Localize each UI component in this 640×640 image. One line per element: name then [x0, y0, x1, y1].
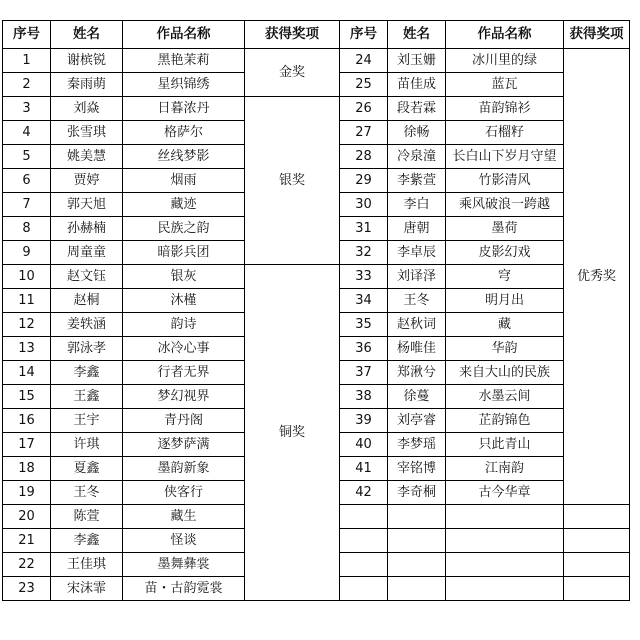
- award-cell: 银奖: [245, 97, 340, 265]
- entry-name: 刘亭睿: [388, 409, 446, 433]
- entry-name: 李奇桐: [388, 481, 446, 505]
- header-work-right: 作品名称: [446, 21, 564, 49]
- entry-name: 徐畅: [388, 121, 446, 145]
- entry-no: 34: [340, 289, 388, 313]
- entry-work: 格萨尔: [123, 121, 245, 145]
- entry-name: [388, 577, 446, 601]
- entry-no: 36: [340, 337, 388, 361]
- entry-work: 穹: [446, 265, 564, 289]
- header-no-left: 序号: [3, 21, 51, 49]
- entry-name: 李鑫: [51, 361, 123, 385]
- entry-no: 42: [340, 481, 388, 505]
- entry-work: 民族之韵: [123, 217, 245, 241]
- entry-name: 苗佳成: [388, 73, 446, 97]
- entry-name: 赵秋词: [388, 313, 446, 337]
- entry-no: 30: [340, 193, 388, 217]
- entry-no: 6: [3, 169, 51, 193]
- entry-work: 藏生: [123, 505, 245, 529]
- entry-no: 17: [3, 433, 51, 457]
- entry-name: 刘玉姗: [388, 49, 446, 73]
- header-row: [3, 21, 630, 49]
- entry-no: 8: [3, 217, 51, 241]
- entry-no: 37: [340, 361, 388, 385]
- entry-name: 王冬: [388, 289, 446, 313]
- empty-cell: [564, 553, 630, 577]
- empty-cell: [564, 505, 630, 529]
- entry-no: [340, 577, 388, 601]
- entry-no: 13: [3, 337, 51, 361]
- entry-work: 黑艳茉莉: [123, 49, 245, 73]
- header-no-right: 序号: [340, 21, 388, 49]
- entry-no: 18: [3, 457, 51, 481]
- entry-work: 逐梦萨满: [123, 433, 245, 457]
- entry-name: 徐蔓: [388, 385, 446, 409]
- entry-name: 秦雨萌: [51, 73, 123, 97]
- entry-no: 11: [3, 289, 51, 313]
- entry-name: 李梦瑶: [388, 433, 446, 457]
- entry-name: 郭泳孝: [51, 337, 123, 361]
- entry-name: 姚美慧: [51, 145, 123, 169]
- entry-name: 王冬: [51, 481, 123, 505]
- entry-work: 江南韵: [446, 457, 564, 481]
- entry-no: 1: [3, 49, 51, 73]
- entry-no: 38: [340, 385, 388, 409]
- entry-work: 芷韵锦色: [446, 409, 564, 433]
- entry-name: 张雪琪: [51, 121, 123, 145]
- entry-name: 王佳琪: [51, 553, 123, 577]
- entry-no: 14: [3, 361, 51, 385]
- entry-no: 7: [3, 193, 51, 217]
- entry-no: [340, 553, 388, 577]
- entry-no: 5: [3, 145, 51, 169]
- entry-work: 藏迹: [123, 193, 245, 217]
- entry-name: [388, 529, 446, 553]
- entry-no: 3: [3, 97, 51, 121]
- entry-no: 16: [3, 409, 51, 433]
- award-cell: 优秀奖: [564, 49, 630, 505]
- entry-work: 蓝瓦: [446, 73, 564, 97]
- entry-work: 只此青山: [446, 433, 564, 457]
- entry-work: [446, 505, 564, 529]
- entry-work: 星织锦绣: [123, 73, 245, 97]
- entry-name: 杨唯佳: [388, 337, 446, 361]
- entry-name: 李紫萱: [388, 169, 446, 193]
- entry-work: 石榴籽: [446, 121, 564, 145]
- entry-work: 苗・古韵霓裳: [123, 577, 245, 601]
- entry-no: 24: [340, 49, 388, 73]
- entry-no: 10: [3, 265, 51, 289]
- empty-cell: [564, 529, 630, 553]
- entry-work: 墨舞彝裳: [123, 553, 245, 577]
- entry-name: 李鑫: [51, 529, 123, 553]
- award-list-sheet: [2, 20, 630, 601]
- award-cell: 金奖: [245, 49, 340, 97]
- entry-work: 皮影幻戏: [446, 241, 564, 265]
- entry-work: 竹影清风: [446, 169, 564, 193]
- entry-name: 赵文钰: [51, 265, 123, 289]
- header-name-right: 姓名: [388, 21, 446, 49]
- entry-no: 21: [3, 529, 51, 553]
- header-award-left: 获得奖项: [245, 21, 340, 49]
- entry-work: 墨荷: [446, 217, 564, 241]
- header-name-left: 姓名: [51, 21, 123, 49]
- entry-name: 周童童: [51, 241, 123, 265]
- entry-work: 丝线梦影: [123, 145, 245, 169]
- empty-cell: [564, 577, 630, 601]
- entry-work: 行者无界: [123, 361, 245, 385]
- entry-name: 王鑫: [51, 385, 123, 409]
- entry-name: 许琪: [51, 433, 123, 457]
- table-body: [3, 49, 630, 601]
- table-row: [3, 265, 630, 289]
- award-table: [2, 20, 630, 601]
- entry-no: 2: [3, 73, 51, 97]
- entry-work: 水墨云间: [446, 385, 564, 409]
- entry-name: 郑湫兮: [388, 361, 446, 385]
- entry-no: 22: [3, 553, 51, 577]
- entry-name: 刘译泽: [388, 265, 446, 289]
- entry-work: 怪谈: [123, 529, 245, 553]
- entry-no: 39: [340, 409, 388, 433]
- entry-work: [446, 577, 564, 601]
- entry-work: 银灰: [123, 265, 245, 289]
- entry-no: 15: [3, 385, 51, 409]
- entry-work: 烟雨: [123, 169, 245, 193]
- entry-work: 明月出: [446, 289, 564, 313]
- entry-work: 乘风破浪一跨越: [446, 193, 564, 217]
- entry-work: [446, 553, 564, 577]
- entry-name: 冷泉潼: [388, 145, 446, 169]
- entry-name: 谢槟锐: [51, 49, 123, 73]
- entry-no: 29: [340, 169, 388, 193]
- entry-work: 冰川里的绿: [446, 49, 564, 73]
- entry-name: 陈萱: [51, 505, 123, 529]
- entry-work: 韵诗: [123, 313, 245, 337]
- entry-work: 日暮浓丹: [123, 97, 245, 121]
- entry-work: 梦幻视界: [123, 385, 245, 409]
- entry-work: 沐槿: [123, 289, 245, 313]
- entry-no: 41: [340, 457, 388, 481]
- entry-name: 孙赫楠: [51, 217, 123, 241]
- entry-no: 31: [340, 217, 388, 241]
- entry-name: 姜轶涵: [51, 313, 123, 337]
- entry-work: 冰冷心事: [123, 337, 245, 361]
- entry-no: 26: [340, 97, 388, 121]
- entry-no: 23: [3, 577, 51, 601]
- entry-name: 郭天旭: [51, 193, 123, 217]
- entry-work: 藏: [446, 313, 564, 337]
- header-work-left: 作品名称: [123, 21, 245, 49]
- entry-name: 刘焱: [51, 97, 123, 121]
- entry-name: [388, 505, 446, 529]
- header-award-right: 获得奖项: [564, 21, 630, 49]
- entry-no: [340, 529, 388, 553]
- entry-work: 长白山下岁月守望: [446, 145, 564, 169]
- entry-name: 唐朝: [388, 217, 446, 241]
- entry-work: 苗韵锦衫: [446, 97, 564, 121]
- entry-work: 华韵: [446, 337, 564, 361]
- entry-no: 20: [3, 505, 51, 529]
- entry-no: 35: [340, 313, 388, 337]
- entry-name: 李白: [388, 193, 446, 217]
- entry-name: [388, 553, 446, 577]
- entry-no: 25: [340, 73, 388, 97]
- entry-work: 古今华章: [446, 481, 564, 505]
- table-row: [3, 97, 630, 121]
- award-cell: 铜奖: [245, 265, 340, 601]
- entry-no: 33: [340, 265, 388, 289]
- entry-name: 贾婷: [51, 169, 123, 193]
- entry-name: 李卓辰: [388, 241, 446, 265]
- entry-work: [446, 529, 564, 553]
- entry-name: 夏鑫: [51, 457, 123, 481]
- table-row: [3, 49, 630, 73]
- entry-name: 宋沫霏: [51, 577, 123, 601]
- entry-name: 宰铭博: [388, 457, 446, 481]
- entry-name: 王宇: [51, 409, 123, 433]
- entry-no: 32: [340, 241, 388, 265]
- entry-no: 4: [3, 121, 51, 145]
- entry-no: [340, 505, 388, 529]
- entry-name: 赵桐: [51, 289, 123, 313]
- entry-no: 40: [340, 433, 388, 457]
- entry-no: 9: [3, 241, 51, 265]
- entry-name: 段若霖: [388, 97, 446, 121]
- entry-work: 暗影兵团: [123, 241, 245, 265]
- entry-work: 墨韵新象: [123, 457, 245, 481]
- entry-no: 28: [340, 145, 388, 169]
- entry-work: 青丹阁: [123, 409, 245, 433]
- entry-work: 侠客行: [123, 481, 245, 505]
- entry-no: 27: [340, 121, 388, 145]
- entry-no: 19: [3, 481, 51, 505]
- entry-no: 12: [3, 313, 51, 337]
- entry-work: 来自大山的民族: [446, 361, 564, 385]
